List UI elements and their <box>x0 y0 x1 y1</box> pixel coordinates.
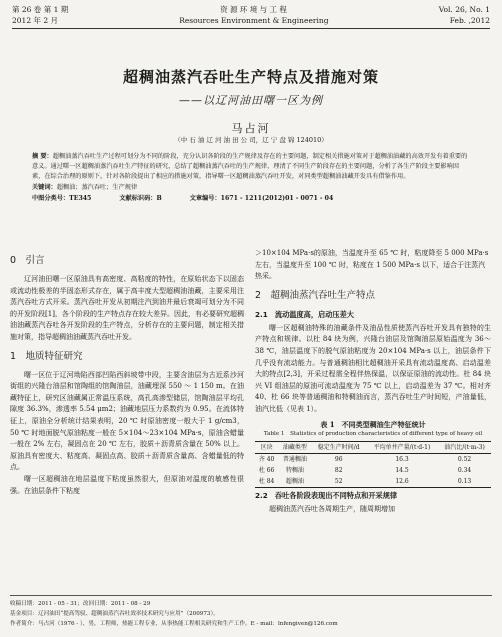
section-geology-heading: 1 地质特征研究 <box>10 350 83 362</box>
table-row <box>255 476 491 488</box>
table-header-row <box>255 441 491 453</box>
volume-en: Vol. 26, No. 1 <box>438 5 490 14</box>
cell-rate: 12.6 <box>366 476 438 488</box>
abstract <box>32 152 470 182</box>
date-en: Feb. ,2012 <box>449 16 490 25</box>
col-block: 区块 <box>255 441 278 453</box>
issue-cn: 第 26 卷 第 1 期 <box>12 5 69 14</box>
article-number: 文章编号：1671 - 1211(2012)01 - 0071 - 04 <box>189 195 334 202</box>
production-paragraph: 曙一区超稠油特殊的油藏条件及油品性质使蒸汽吞吐开发具有独特的生产特点和规律。以杜 84 块为例，兴隆台油层及馆陶油层原始温度为 36～38 ℃，油层温度下的脱气原油粘度为 20×104 MPa·s 以上，油层条件下几乎没有流动能力。与普通稠油相比超稠油开采具有流动温度高、启动温差大的特点[2,3]，开采过程需全程伴热保温，以保证原油的流动性。杜 84 块兴 VI 组油层的原油可流动温度为 75 ℃ 以上，启动温差为 37 ℃。相对齐 40、杜 66 块等普通稠油和特稠油而言，蒸汽吞吐生产时间短，产油量低，油汽比低（见表 1）。 <box>255 323 491 413</box>
cell-time: 96 <box>334 455 343 463</box>
cell-block: 杜 66 <box>258 466 275 474</box>
right-column <box>255 248 491 515</box>
cell-block: 杜 84 <box>255 476 278 488</box>
received-date: 收稿日期：2011 - 05 - 31；改回日期：2011 - 08 - 29 <box>10 601 151 607</box>
col-type: 油藏类型 <box>278 441 311 453</box>
keywords-label: 关键词： <box>32 184 57 191</box>
cell-time: 82 <box>334 466 343 474</box>
paper-subtitle: ——以辽河油田曙一区为例 <box>179 94 323 107</box>
viscosity-continued: ＞10×104 MPa·s的原油，当温度升至 65 ℃ 时，粘度降至 5 000 MPa·s 左右，当温度升至 100 ℃ 时，粘度在 1 500 MPa·s 以下，适合于注蒸汽热采。 <box>255 249 489 281</box>
abstract-label: 摘 要： <box>32 153 53 160</box>
date-cn: 2012 年 2 月 <box>12 16 59 25</box>
table-row <box>255 453 491 465</box>
table-caption-en: Table 1 Statistics of production characteristics of different type of heavy oil <box>263 430 483 437</box>
left-column <box>10 248 244 497</box>
journal-name-cn: 资 源 环 境 与 工 程 <box>220 5 287 14</box>
journal-header <box>12 4 490 32</box>
col-time: 稳定生产时间/d <box>311 441 365 453</box>
col-ratio: 油汽比/(t·m-3) <box>438 441 491 453</box>
author-affiliation: （中 石 油 辽 河 油 田 公 司，辽 宁 盘 锦 124010） <box>174 136 328 144</box>
author-bio: 作者简介：马占河（1976 - ），男，工程师，热能工程专业，从事热能工程相关研究和生产工作。E - mail：lnfengiven@126.com <box>10 621 338 627</box>
cell-time: 52 <box>311 476 365 488</box>
col-rate: 平均单井产量/(t·d-1) <box>366 441 438 453</box>
cell-type: 普通稠油 <box>282 455 307 463</box>
cell-ratio: 0.13 <box>438 476 491 488</box>
paper-title: 超稠油蒸汽吞吐生产特点及措施对策 <box>122 68 379 86</box>
table-row <box>255 465 491 476</box>
cycle-paragraph: 超稠油蒸汽吞吐各周期生产，随周期增加 <box>269 504 395 513</box>
keywords-text: 超稠油；蒸汽吞吐；生产规律 <box>56 184 138 191</box>
author-name: 马占河 <box>231 122 271 135</box>
cell-ratio: 0.34 <box>457 466 472 474</box>
journal-name-en: Resources Environment & Engineering <box>179 16 329 25</box>
cell-ratio: 0.52 <box>457 455 472 463</box>
table-caption: 表 1 不同类型稠油生产特征统计 <box>320 419 426 429</box>
keywords <box>32 183 470 193</box>
footnote-block <box>10 595 492 629</box>
header-rule <box>12 28 490 29</box>
abstract-text: 超稠油蒸汽吞吐生产过程可划分为不同的阶段，充分认识各阶段的生产规律及存在的主要问题，制定相关措施对策对于超稠油油藏的高效开发有着重要的意义。通过曙一区超稠油蒸汽吞吐生产特征的研究，总结了超稠油蒸汽吞吐的生产规律，理清了不同生产阶段存在的主要问题，分析了各生产阶段主要影响因素，在综合治理的原则下，针对各阶段提出了相应的措施对策，指导曙一区超稠油蒸汽吞吐开发，对同类型超稠油油藏开发具有借鉴作用。 <box>32 153 468 180</box>
cell-type: 超稠油 <box>278 476 311 488</box>
heavy-oil-table <box>255 441 491 488</box>
section-production-heading: 2 超稠油蒸汽吞吐生产特点 <box>255 289 376 301</box>
clc-number: 中图分类号：TE345 <box>32 195 92 202</box>
document-code: 文献标识码：B <box>119 195 162 202</box>
cell-block: 齐 40 <box>258 455 275 463</box>
intro-paragraph: 辽河油田曙一区原油具有高密度、高粘度的特性，在原始状态下以固态或流动性极差的半固态形式存在，属于高丰度大型超稠油油藏，主要采用注蒸汽吞吐方式开采。蒸汽吞吐开发从初期注汽到油井最后衰竭可划分为不同的开发阶段[1]，各个阶段的生产特点存在较大差异。因此，有必要研究超稠油油藏蒸汽吞吐各开发阶段的生产特点，分析存在的主要问题，制定相关措施对策，指导超稠油油藏蒸汽吞吐开发。 <box>10 275 244 341</box>
section-intro-heading: 0 引言 <box>10 255 45 266</box>
geology-paragraph: 曙一区位于辽河坳陷西部凹陷西斜坡带中段，主要含油层为古近系沙河街组的兴隆台油层和馆陶组的馆陶油层，油藏埋深 550 ～ 1 150 m。在油藏特征上，研究区油藏属正常温压系统，高孔高渗型储层，馆陶油层平均孔隙度 36.3%，渗透率 5.54 μm2；油藏地层压力系数约为 0.95。在流体特征上，原油全分析统计结果表明，20 ℃ 时原油密度一般大于 1 g/cm3，50 ℃ 时地面脱气原油粘度一般在 5×104～23×104 MPa·s，原油含蜡量一般在 2% 左右，凝固点在 20 ℃ 左右，胶质＋沥青质含量在 50% 以上。原油具有密度大、粘度高、凝固点高、胶质＋沥青质含量高、含蜡量低的特点。 <box>10 370 244 472</box>
cell-rate: 14.5 <box>395 466 409 474</box>
cell-type: 特稠油 <box>285 466 304 474</box>
cell-rate: 16.3 <box>395 455 409 463</box>
subsection-2-1-heading: 2.1 流动温度高，启动压差大 <box>255 309 354 319</box>
fund-note: 基金项目：辽河油田“提高驾驭、超稠油蒸汽吞吐效率技术研究与应用”（200973）。 <box>10 611 219 617</box>
classification-row <box>32 194 470 204</box>
viscosity-paragraph: 曙一区超稠油在地层温度下粘度虽然很大，但原油对温度的敏感性很强。在油层条件下粘度 <box>10 474 244 495</box>
abstract-block <box>32 152 470 204</box>
subsection-2-2-heading: 2.2 吞吐各阶段表现出不同特点和开采规律 <box>255 490 398 500</box>
